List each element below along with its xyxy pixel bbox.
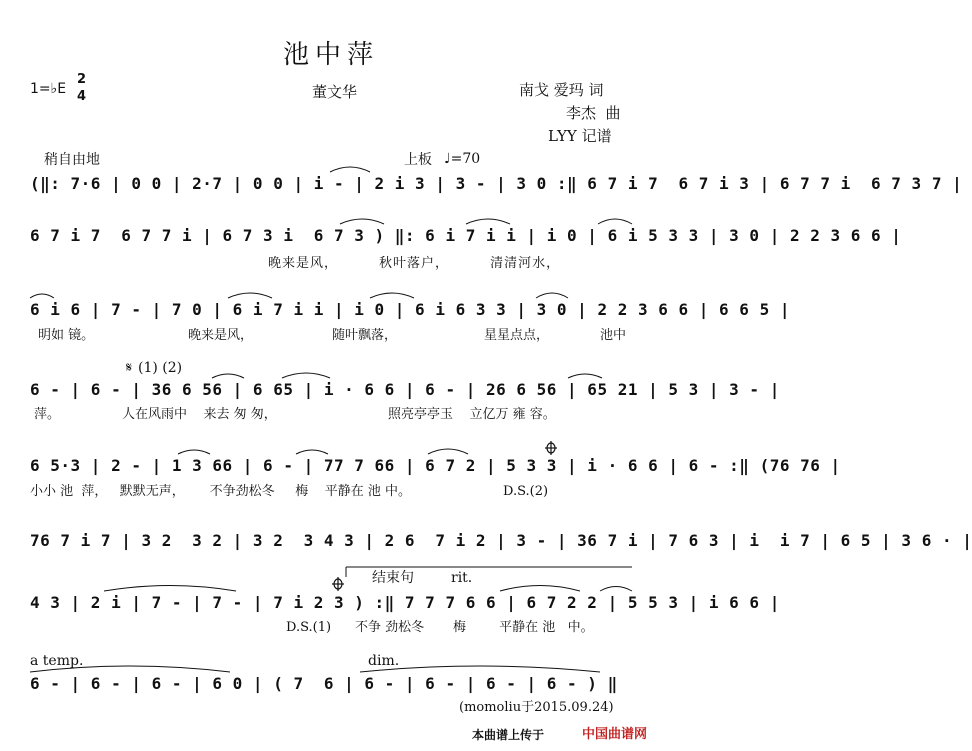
slur xyxy=(360,666,600,672)
slur xyxy=(212,374,244,378)
slur xyxy=(500,586,580,592)
time-signature-top: 2 xyxy=(77,72,87,87)
coda-icon xyxy=(545,441,557,455)
score-title: 池中萍 xyxy=(282,40,379,70)
slur xyxy=(282,373,330,378)
score-line-4: 6 - | 6 - | 36 6 56 | 6 65 | i · 6 6 | 6 - | 26 6 56 | 65 21 | 5 3 | 3 - | xyxy=(30,380,780,399)
lyrics-line-2: 晚来是风， 秋叶落户， 清清河水， xyxy=(268,256,561,271)
lyrics-line-3-e: 池中 xyxy=(600,328,627,343)
score-line-5: 6 5·3 | 2 - | 1 3 66 | 6 - | 77 7 66 | 6 7 2 | 5 3 3 | i · 6 6 | 6 - :‖ (76 76 | xyxy=(30,456,841,475)
transcriber-credit: LYY 记谱 xyxy=(548,127,612,145)
ds1-mark: D.S.(1) xyxy=(286,620,332,635)
ending-bracket xyxy=(346,567,632,577)
tempo-value: ♩=70 xyxy=(444,151,481,167)
lyrics-line-4-c: 照亮亭亭玉 立亿万 雍 容。 xyxy=(388,407,556,422)
lyrics-line-4-b: 人在风雨中 来去 匆 匆， xyxy=(122,407,277,422)
lyrics-line-3-c: 随叶飘落， xyxy=(332,328,398,343)
lyrics-line-5: 小小 池 萍， 默默无声， 不争劲松冬 梅 平静在 池 中。 xyxy=(30,484,412,499)
slur xyxy=(428,449,468,454)
site-logo: 中国曲谱网 xyxy=(582,727,648,742)
slur xyxy=(466,219,510,224)
dim-mark: dim. xyxy=(368,653,400,669)
score-line-1: (‖: 7·6 | 0 0 | 2·7 | 0 0 | i - | 2 i 3 | 3 - | 3 0 :‖ 6 7 i 7 6 7 i 3 | 6 7 7 i 6 7 3 7 | xyxy=(30,174,963,193)
upload-note: 本曲谱上传于 xyxy=(472,728,545,742)
segno-mark: 𝄋 xyxy=(126,360,133,376)
lyrics-line-7: 不争 劲松冬 梅 平静在 池 中。 xyxy=(355,620,594,635)
slur xyxy=(178,450,210,454)
lyrics-line-3-d: 星星点点， xyxy=(484,328,550,343)
slur xyxy=(30,666,230,672)
lyrics-line-4-a: 萍。 xyxy=(34,407,61,422)
slur xyxy=(330,167,370,172)
slur xyxy=(536,293,568,298)
time-signature-bottom: 4 xyxy=(77,89,87,104)
slur xyxy=(340,219,384,224)
score-line-2: 6 7 i 7 6 7 7 i | 6 7 3 i 6 7 3 ) ‖: 6 i 7 i i | i 0 | 6 i 5 3 3 | 3 0 | 2 2 3 6 6 | xyxy=(30,226,902,245)
slur xyxy=(296,450,328,454)
slur xyxy=(104,586,236,592)
score-line-7: 4 3 | 2 i | 7 - | 7 - | 7 i 2 3 ) :‖ 7 7 7 6 6 | 6 7 2 2 | 5 5 3 | i 6 6 | xyxy=(30,593,780,612)
slur xyxy=(228,293,272,298)
segno-repeats: (1) (2) xyxy=(138,360,183,376)
rit-mark: rit. xyxy=(451,570,473,586)
ending-label: 结束句 xyxy=(372,570,414,586)
ds2-mark: D.S.(2) xyxy=(503,484,549,499)
key-signature: 1=♭E xyxy=(30,81,67,97)
slur xyxy=(370,293,414,298)
composer-credit: 李杰 曲 xyxy=(566,104,621,122)
slur xyxy=(568,374,602,378)
lyricist-credit: 南戈 爱玛 词 xyxy=(519,81,604,99)
transcription-credit: (momoliu于2015.09.24) xyxy=(459,700,614,715)
a-tempo-mark: a temp. xyxy=(30,653,84,669)
slur xyxy=(600,587,632,592)
tempo-free-mark: 稍自由地 xyxy=(44,152,100,168)
slur xyxy=(30,294,54,298)
score-line-3: 6 i 6 | 7 - | 7 0 | 6 i 7 i i | i 0 | 6 i 6 3 3 | 3 0 | 2 2 3 6 6 | 6 6 5 | xyxy=(30,300,790,319)
coda-icon xyxy=(332,577,344,591)
lyrics-line-3-b: 晚来是风， xyxy=(188,328,254,343)
tempo-in-mark: 上板 xyxy=(404,152,432,168)
lyrics-line-3-a: 明如 镜。 xyxy=(38,328,95,343)
score-line-6: 76 7 i 7 | 3 2 3 2 | 3 2 3 4 3 | 2 6 7 i 2 | 3 - | 36 7 i | 7 6 3 | i i 7 | 6 5 | 3 6 · | xyxy=(30,531,972,550)
singer-name: 董文华 xyxy=(312,83,358,101)
score-line-8: 6 - | 6 - | 6 - | 6 0 | ( 7 6 | 6 - | 6 - | 6 - | 6 - ) ‖ xyxy=(30,674,618,693)
slur xyxy=(598,219,632,224)
